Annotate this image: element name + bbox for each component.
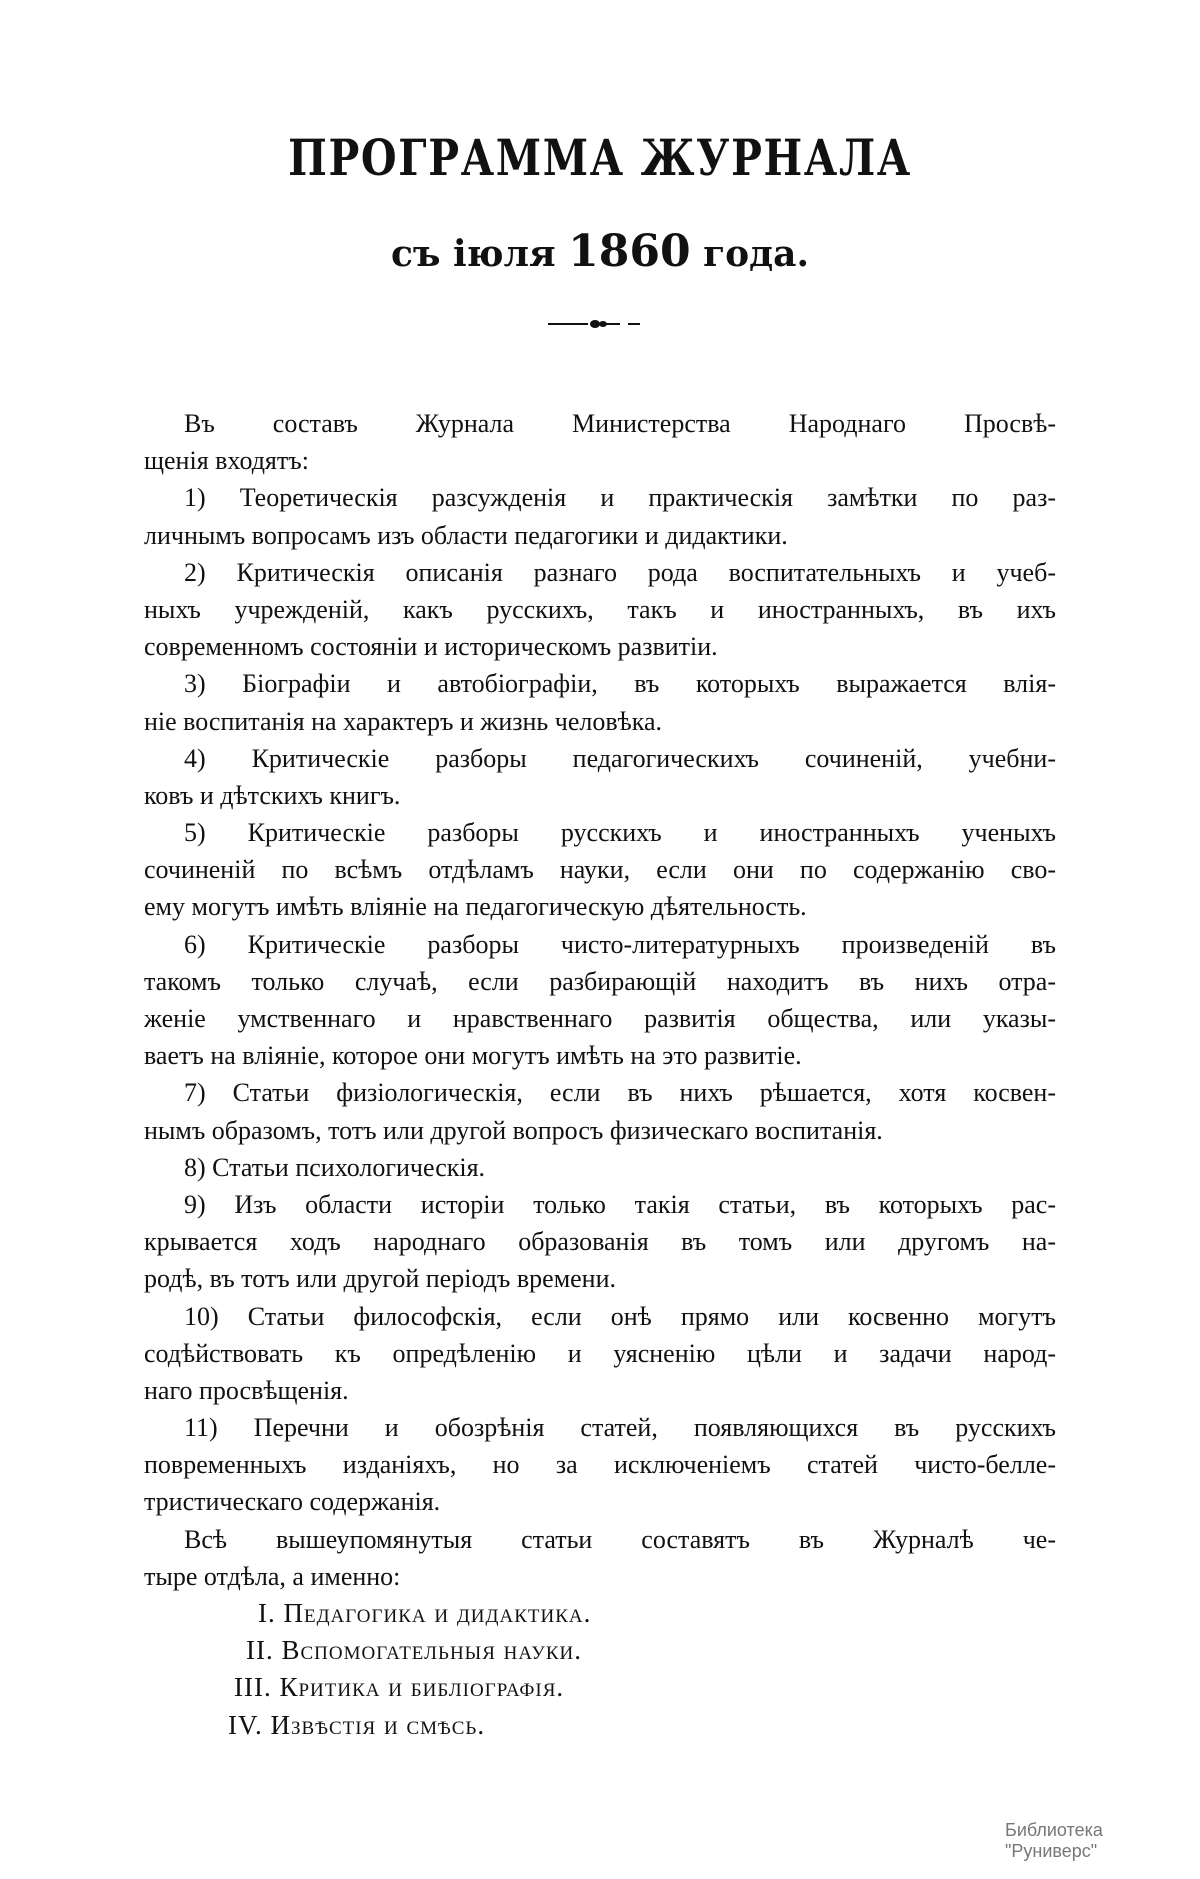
subtitle-year: 1860 <box>568 226 691 277</box>
library-watermark: Библиотека "Руниверс" <box>1005 1820 1103 1861</box>
document-body <box>144 405 1056 1744</box>
text-line: повременныхъ изданіяхъ, но за исключеніемъ статей чисто-белле- <box>144 1450 1056 1480</box>
section-item: II. Вспомогательныя науки. <box>246 1635 583 1666</box>
text-line: сочиненій по всѣмъ отдѣламъ науки, если они по содержанію сво- <box>144 855 1056 885</box>
text-line: тыре отдѣла, а именно: <box>144 1561 401 1591</box>
ornament-divider-icon <box>548 318 648 330</box>
text-line: 9) Изъ области исторіи только такія статьи, въ которыхъ рас- <box>184 1189 1056 1219</box>
text-line: 11) Перечни и обозрѣнія статей, появляющихся въ русскихъ <box>184 1413 1056 1443</box>
paragraph <box>144 1074 1056 1148</box>
section-item: III. Критика и библіографія. <box>234 1672 565 1703</box>
text-line: щенія входятъ: <box>144 446 309 476</box>
subtitle-suffix: года. <box>690 233 810 275</box>
text-line: ему могутъ имѣть вліяніе на педагогическую дѣятельность. <box>144 892 807 922</box>
paragraph <box>144 665 1056 739</box>
text-line: тристическаго содержанія. <box>144 1487 441 1517</box>
section-item: IV. Извѣстія и смѣсь. <box>228 1709 486 1740</box>
text-line: женіе умственнаго и нравственнаго развитія общества, или указы- <box>144 1004 1056 1033</box>
text-line: 5) Критическіе разборы русскихъ и иностранныхъ ученыхъ <box>184 818 1056 848</box>
paragraph <box>144 1298 1056 1410</box>
text-line: 2) Критическія описанія разнаго рода воспитательныхъ и учеб- <box>184 557 1056 587</box>
paragraph <box>144 926 1056 1075</box>
section-item: I. Педагогика и дидактика. <box>258 1598 592 1628</box>
text-line: 1) Теоретическія разсужденія и практическія замѣтки по раз- <box>184 483 1056 513</box>
text-line: 3) Біографіи и автобіографіи, въ которыхъ выражается влія- <box>184 669 1056 699</box>
text-line: такомъ только случаѣ, если разбирающій находитъ въ нихъ отра- <box>144 966 1056 996</box>
page-title: ПРОГРАММА ЖУРНАЛА <box>288 128 912 187</box>
text-line: 10) Статьи философскія, если онѣ прямо или косвенно могутъ <box>184 1301 1056 1331</box>
paragraph <box>144 479 1056 553</box>
text-line: крывается ходъ народнаго образованія въ томъ или другомъ на- <box>144 1227 1056 1257</box>
text-line: ковъ и дѣтскихъ книгъ. <box>144 780 401 810</box>
text-line: наго просвѣщенія. <box>144 1375 349 1405</box>
paragraph <box>144 814 1056 926</box>
paragraph <box>144 740 1056 814</box>
text-line: Всѣ вышеупомянутыя статьи составятъ въ Журналѣ че- <box>184 1524 1056 1554</box>
paragraph <box>144 1409 1056 1521</box>
page-subtitle <box>0 226 1200 277</box>
text-line: личнымъ вопросамъ изъ области педагогики и дидактики. <box>144 520 788 550</box>
paragraph <box>144 554 1056 666</box>
paragraph <box>144 1521 1056 1595</box>
text-line: 6) Критическіе разборы чисто-литературныхъ произведеній въ <box>184 929 1056 959</box>
paragraph <box>144 1149 1056 1186</box>
text-line: ваетъ на вліяніе, которое они могутъ имѣть на это развитіе. <box>144 1041 802 1071</box>
paragraph <box>144 405 1056 479</box>
text-line: 8) Статьи психологическія. <box>184 1152 486 1182</box>
text-line: ніе воспитанія на характеръ и жизнь человѣка. <box>144 706 663 736</box>
text-line: современномъ состояніи и историческомъ развитіи. <box>144 632 718 662</box>
text-line: 7) Статьи физіологическія, если въ нихъ рѣшается, хотя косвен- <box>184 1078 1056 1108</box>
text-line: Въ составъ Журнала Министерства Народнаго Просвѣ- <box>184 409 1056 438</box>
text-line: ныхъ учрежденій, какъ русскихъ, такъ и иностранныхъ, въ ихъ <box>144 594 1056 624</box>
subtitle-prefix: съ іюля <box>390 233 569 275</box>
text-line: 4) Критическіе разборы педагогическихъ сочиненій, учебни- <box>184 743 1056 773</box>
paragraph <box>144 1186 1056 1298</box>
text-line: содѣйствовать къ опредѣленію и уясненію цѣли и задачи народ- <box>144 1338 1056 1368</box>
text-line: нымъ образомъ, тотъ или другой вопросъ физическаго воспитанія. <box>144 1115 883 1145</box>
text-line: родѣ, въ тотъ или другой періодъ времени. <box>144 1264 617 1294</box>
